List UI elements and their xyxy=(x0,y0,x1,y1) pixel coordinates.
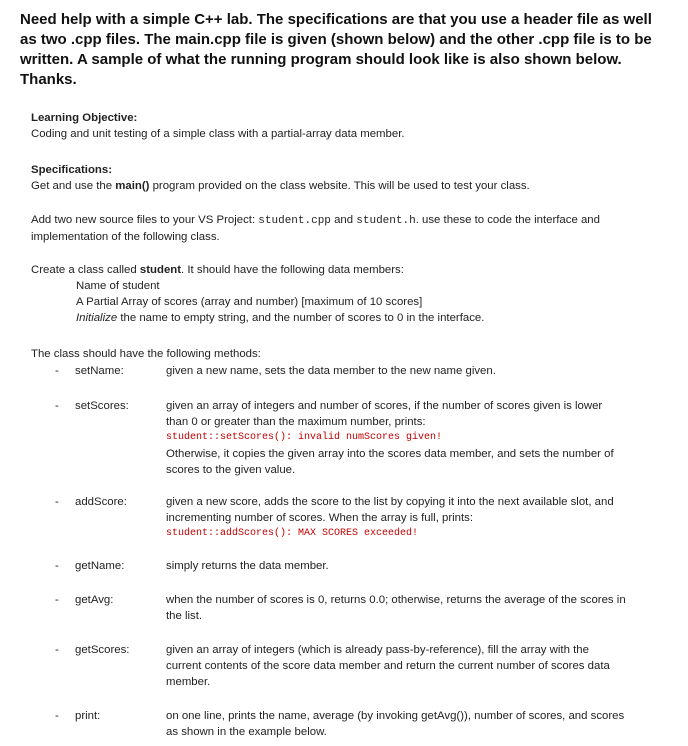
add-files-paragraph xyxy=(31,212,661,245)
member-scores: A Partial Array of scores (array and number) [maximum of 10 scores] xyxy=(76,296,423,308)
file-student-cpp: student.cpp xyxy=(258,215,331,227)
specifications-section xyxy=(31,162,661,194)
specifications-text xyxy=(31,178,661,194)
learning-objective-section xyxy=(31,110,661,142)
initialize-italic: Initialize xyxy=(76,312,118,324)
create-pre: Create a class called xyxy=(31,264,140,276)
add-files-post: . use these to code the interface and implementation of the following class. xyxy=(31,214,600,243)
method-name: print: xyxy=(75,710,101,722)
spec-main-bold: main() xyxy=(115,180,150,192)
learning-objective-heading: Learning Objective: xyxy=(31,112,138,124)
bullet-dash: - xyxy=(55,644,59,656)
addscore-error-code: student::addScores(): MAX SCORES exceeded! xyxy=(166,528,419,539)
create-class-line xyxy=(31,262,661,278)
file-student-h: student.h xyxy=(356,215,416,227)
method-description xyxy=(166,398,626,478)
bullet-dash: - xyxy=(55,594,59,606)
bullet-dash: - xyxy=(55,560,59,572)
question-text: Need help with a simple C++ lab. The specifications are that you use a header file as well as two .cpp files. The main.cpp file is given (shown below) and the other .cpp file is to be written. A sample of what the running program should look like is also shown below. Thanks. xyxy=(20,11,652,88)
specifications-heading: Specifications: xyxy=(31,164,113,176)
method-name: setName: xyxy=(75,365,124,377)
bullet-dash: - xyxy=(55,496,59,508)
setscores-desc-1: given an array of integers and number of scores, if the number of scores given is lower than 0 or greater than the maximum number, prints: xyxy=(166,400,603,428)
method-description: when the number of scores is 0, returns 0.0; otherwise, returns the average of the scores in the list. xyxy=(166,594,626,622)
add-files-pre: Add two new source files to your VS Project: xyxy=(31,214,259,226)
addscore-desc: given a new score, adds the score to the list by copying it into the next available slot, and incrementing number of scores. When the array is full, prints: xyxy=(166,496,614,524)
bullet-dash: - xyxy=(55,710,59,722)
method-description: on one line, prints the name, average (by invoking getAvg()), number of scores, and scores as shown in the example below. xyxy=(166,710,625,738)
spec-text-post: program provided on the class website. This will be used to test your class. xyxy=(149,180,530,192)
method-name: setScores: xyxy=(75,400,129,412)
member-name: Name of student xyxy=(76,280,160,292)
method-name: getScores: xyxy=(75,644,130,656)
create-class-section xyxy=(31,262,661,326)
method-description: given a new name, sets the data member to the new name given. xyxy=(166,365,496,377)
initialize-rest: the name to empty string, and the number of scores to 0 in the interface. xyxy=(117,312,485,324)
learning-objective-text: Coding and unit testing of a simple class with a partial-array data member. xyxy=(31,128,405,140)
initialize-line xyxy=(31,310,661,326)
methods-intro: The class should have the following methods: xyxy=(31,348,261,360)
add-files-mid: and xyxy=(330,214,357,226)
setscores-error-code: student::setScores(): invalid numScores given! xyxy=(166,432,443,443)
bullet-dash: - xyxy=(55,365,59,377)
create-class-name: student xyxy=(139,264,182,276)
setscores-desc-2: Otherwise, it copies the given array into the scores data member, and sets the number of scores to the given value. xyxy=(166,448,614,476)
method-name: getName: xyxy=(75,560,125,572)
method-description: given an array of integers (which is already pass-by-reference), fill the array with the current contents of the score data member and return the current number of scores data member. xyxy=(166,644,610,688)
method-name: getAvg: xyxy=(75,594,114,606)
spec-text-pre: Get and use the xyxy=(31,180,116,192)
method-description xyxy=(166,494,626,542)
bullet-dash: - xyxy=(55,400,59,412)
create-post: . It should have the following data members: xyxy=(181,264,404,276)
method-description: simply returns the data member. xyxy=(166,560,329,572)
method-name: addScore: xyxy=(75,496,127,508)
